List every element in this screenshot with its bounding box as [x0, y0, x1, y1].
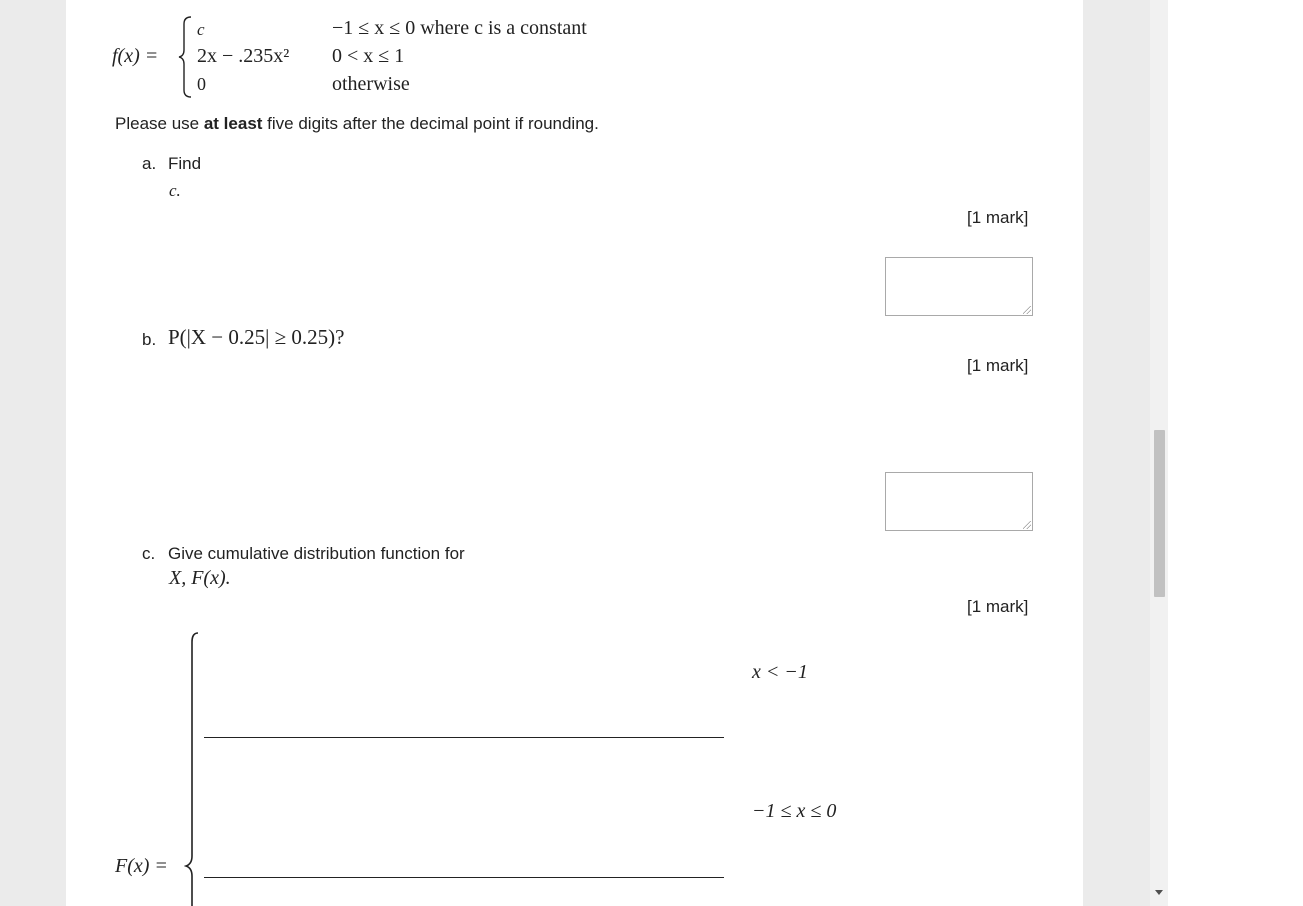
- pdf-case-1-expr: c: [197, 20, 205, 39]
- cdf-brace: [184, 632, 200, 906]
- part-c-text: Give cumulative distribution function for: [168, 544, 465, 563]
- cdf-lhs: F(x) =: [115, 855, 168, 877]
- part-c-mark: [1 mark]: [967, 597, 1029, 616]
- part-b-mark: [1 mark]: [967, 356, 1029, 375]
- part-a-label: a.: [142, 154, 157, 173]
- instruction-after: five digits after the decimal point if rounding.: [262, 114, 599, 133]
- vertical-scrollbar[interactable]: [1150, 0, 1168, 906]
- part-a-mark: [1 mark]: [967, 208, 1029, 227]
- question-page: [66, 0, 1083, 906]
- rounding-instruction: [115, 114, 599, 134]
- instruction-bold: at least: [203, 114, 263, 133]
- cdf-blank-1: [204, 737, 724, 738]
- part-c-math: X, F(x).: [169, 567, 231, 589]
- scroll-down-arrow-icon[interactable]: [1155, 890, 1163, 895]
- pdf-lhs: f(x) =: [112, 45, 159, 67]
- cdf-blank-2: [204, 877, 724, 878]
- pdf-brace: [178, 16, 192, 98]
- page-gutter: [1083, 0, 1150, 906]
- part-b-math: P(|X − 0.25| ≥ 0.25)?: [168, 325, 345, 349]
- pdf-case-2-expr: 2x − .235x²: [197, 45, 290, 67]
- instruction-before: Please use: [115, 114, 204, 133]
- scrollbar-thumb[interactable]: [1154, 430, 1165, 597]
- cdf-cond-2: −1 ≤ x ≤ 0: [752, 800, 837, 822]
- part-a-text: Find: [168, 154, 202, 173]
- part-c-label: c.: [142, 544, 156, 563]
- pdf-case-3-cond: otherwise: [332, 73, 410, 95]
- part-b-answer-input[interactable]: [885, 472, 1033, 531]
- pdf-case-2-cond: 0 < x ≤ 1: [332, 45, 405, 67]
- pdf-case-3-expr: 0: [197, 74, 206, 94]
- pdf-case-1-cond: −1 ≤ x ≤ 0 where c is a constant: [332, 17, 587, 39]
- blank-area: [1168, 0, 1303, 906]
- part-a-math: c.: [169, 181, 181, 200]
- part-b-label: b.: [142, 330, 157, 349]
- resize-grip-icon[interactable]: [1023, 521, 1031, 529]
- resize-grip-icon[interactable]: [1023, 306, 1031, 314]
- part-a-answer-input[interactable]: [885, 257, 1033, 316]
- cdf-cond-1: x < −1: [752, 661, 808, 683]
